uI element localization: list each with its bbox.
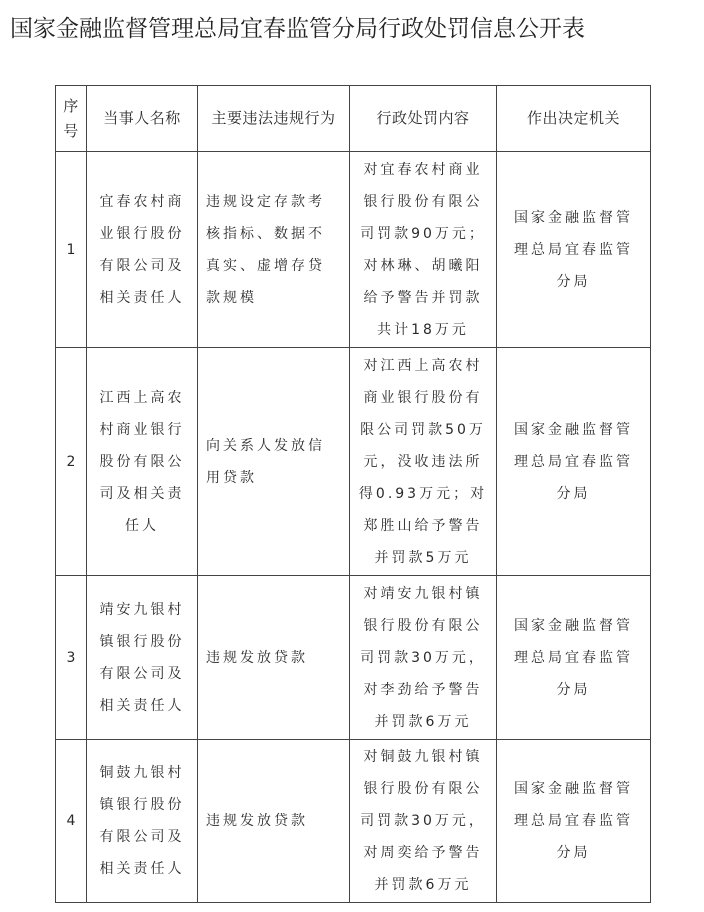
cell-serial-number: 4	[56, 740, 87, 903]
header-violation: 主要违法违规行为	[198, 86, 350, 152]
cell-violation: 违规发放贷款	[198, 576, 350, 740]
table-row	[56, 740, 651, 903]
cell-violation: 违规设定存款考核指标、数据不真实、虚增存贷款规模	[198, 152, 350, 348]
cell-serial-number: 2	[56, 348, 87, 576]
cell-serial-number: 3	[56, 576, 87, 740]
cell-violation: 向关系人发放信用贷款	[198, 348, 350, 576]
table-row	[56, 152, 651, 348]
cell-authority: 国家金融监督管理总局宜春监管分局	[497, 348, 651, 576]
cell-party-name: 铜鼓九银村镇银行股份有限公司及相关责任人	[87, 740, 198, 903]
cell-serial-number: 1	[56, 152, 87, 348]
cell-party-name: 江西上高农村商业银行股份有限公司及相关责任人	[87, 348, 198, 576]
cell-penalty-content: 对江西上高农村商业银行股份有限公司罚款50万元，没收违法所得0.93万元；对郑胜山给予警告并罚款5万元	[350, 348, 497, 576]
cell-authority: 国家金融监督管理总局宜春监管分局	[497, 740, 651, 903]
page-title: 国家金融监督管理总局宜春监管分局行政处罚信息公开表	[10, 16, 585, 42]
cell-penalty-content: 对宜春农村商业银行股份有限公司罚款90万元；对林琳、胡曦阳给予警告并罚款共计18万元	[350, 152, 497, 348]
cell-penalty-content: 对铜鼓九银村镇银行股份有限公司罚款30万元，对周奕给予警告并罚款6万元	[350, 740, 497, 903]
header-serial-number: 序号	[56, 86, 87, 152]
cell-authority: 国家金融监督管理总局宜春监管分局	[497, 576, 651, 740]
table-header-row	[56, 86, 651, 152]
table-row	[56, 348, 651, 576]
penalty-info-table	[55, 85, 651, 903]
table-row	[56, 576, 651, 740]
cell-party-name: 宜春农村商业银行股份有限公司及相关责任人	[87, 152, 198, 348]
header-penalty-content: 行政处罚内容	[350, 86, 497, 152]
cell-violation: 违规发放贷款	[198, 740, 350, 903]
header-authority: 作出决定机关	[497, 86, 651, 152]
cell-party-name: 靖安九银村镇银行股份有限公司及相关责任人	[87, 576, 198, 740]
cell-authority: 国家金融监督管理总局宜春监管分局	[497, 152, 651, 348]
cell-penalty-content: 对靖安九银村镇银行股份有限公司罚款30万元，对李劲给予警告并罚款6万元	[350, 576, 497, 740]
header-party-name: 当事人名称	[87, 86, 198, 152]
